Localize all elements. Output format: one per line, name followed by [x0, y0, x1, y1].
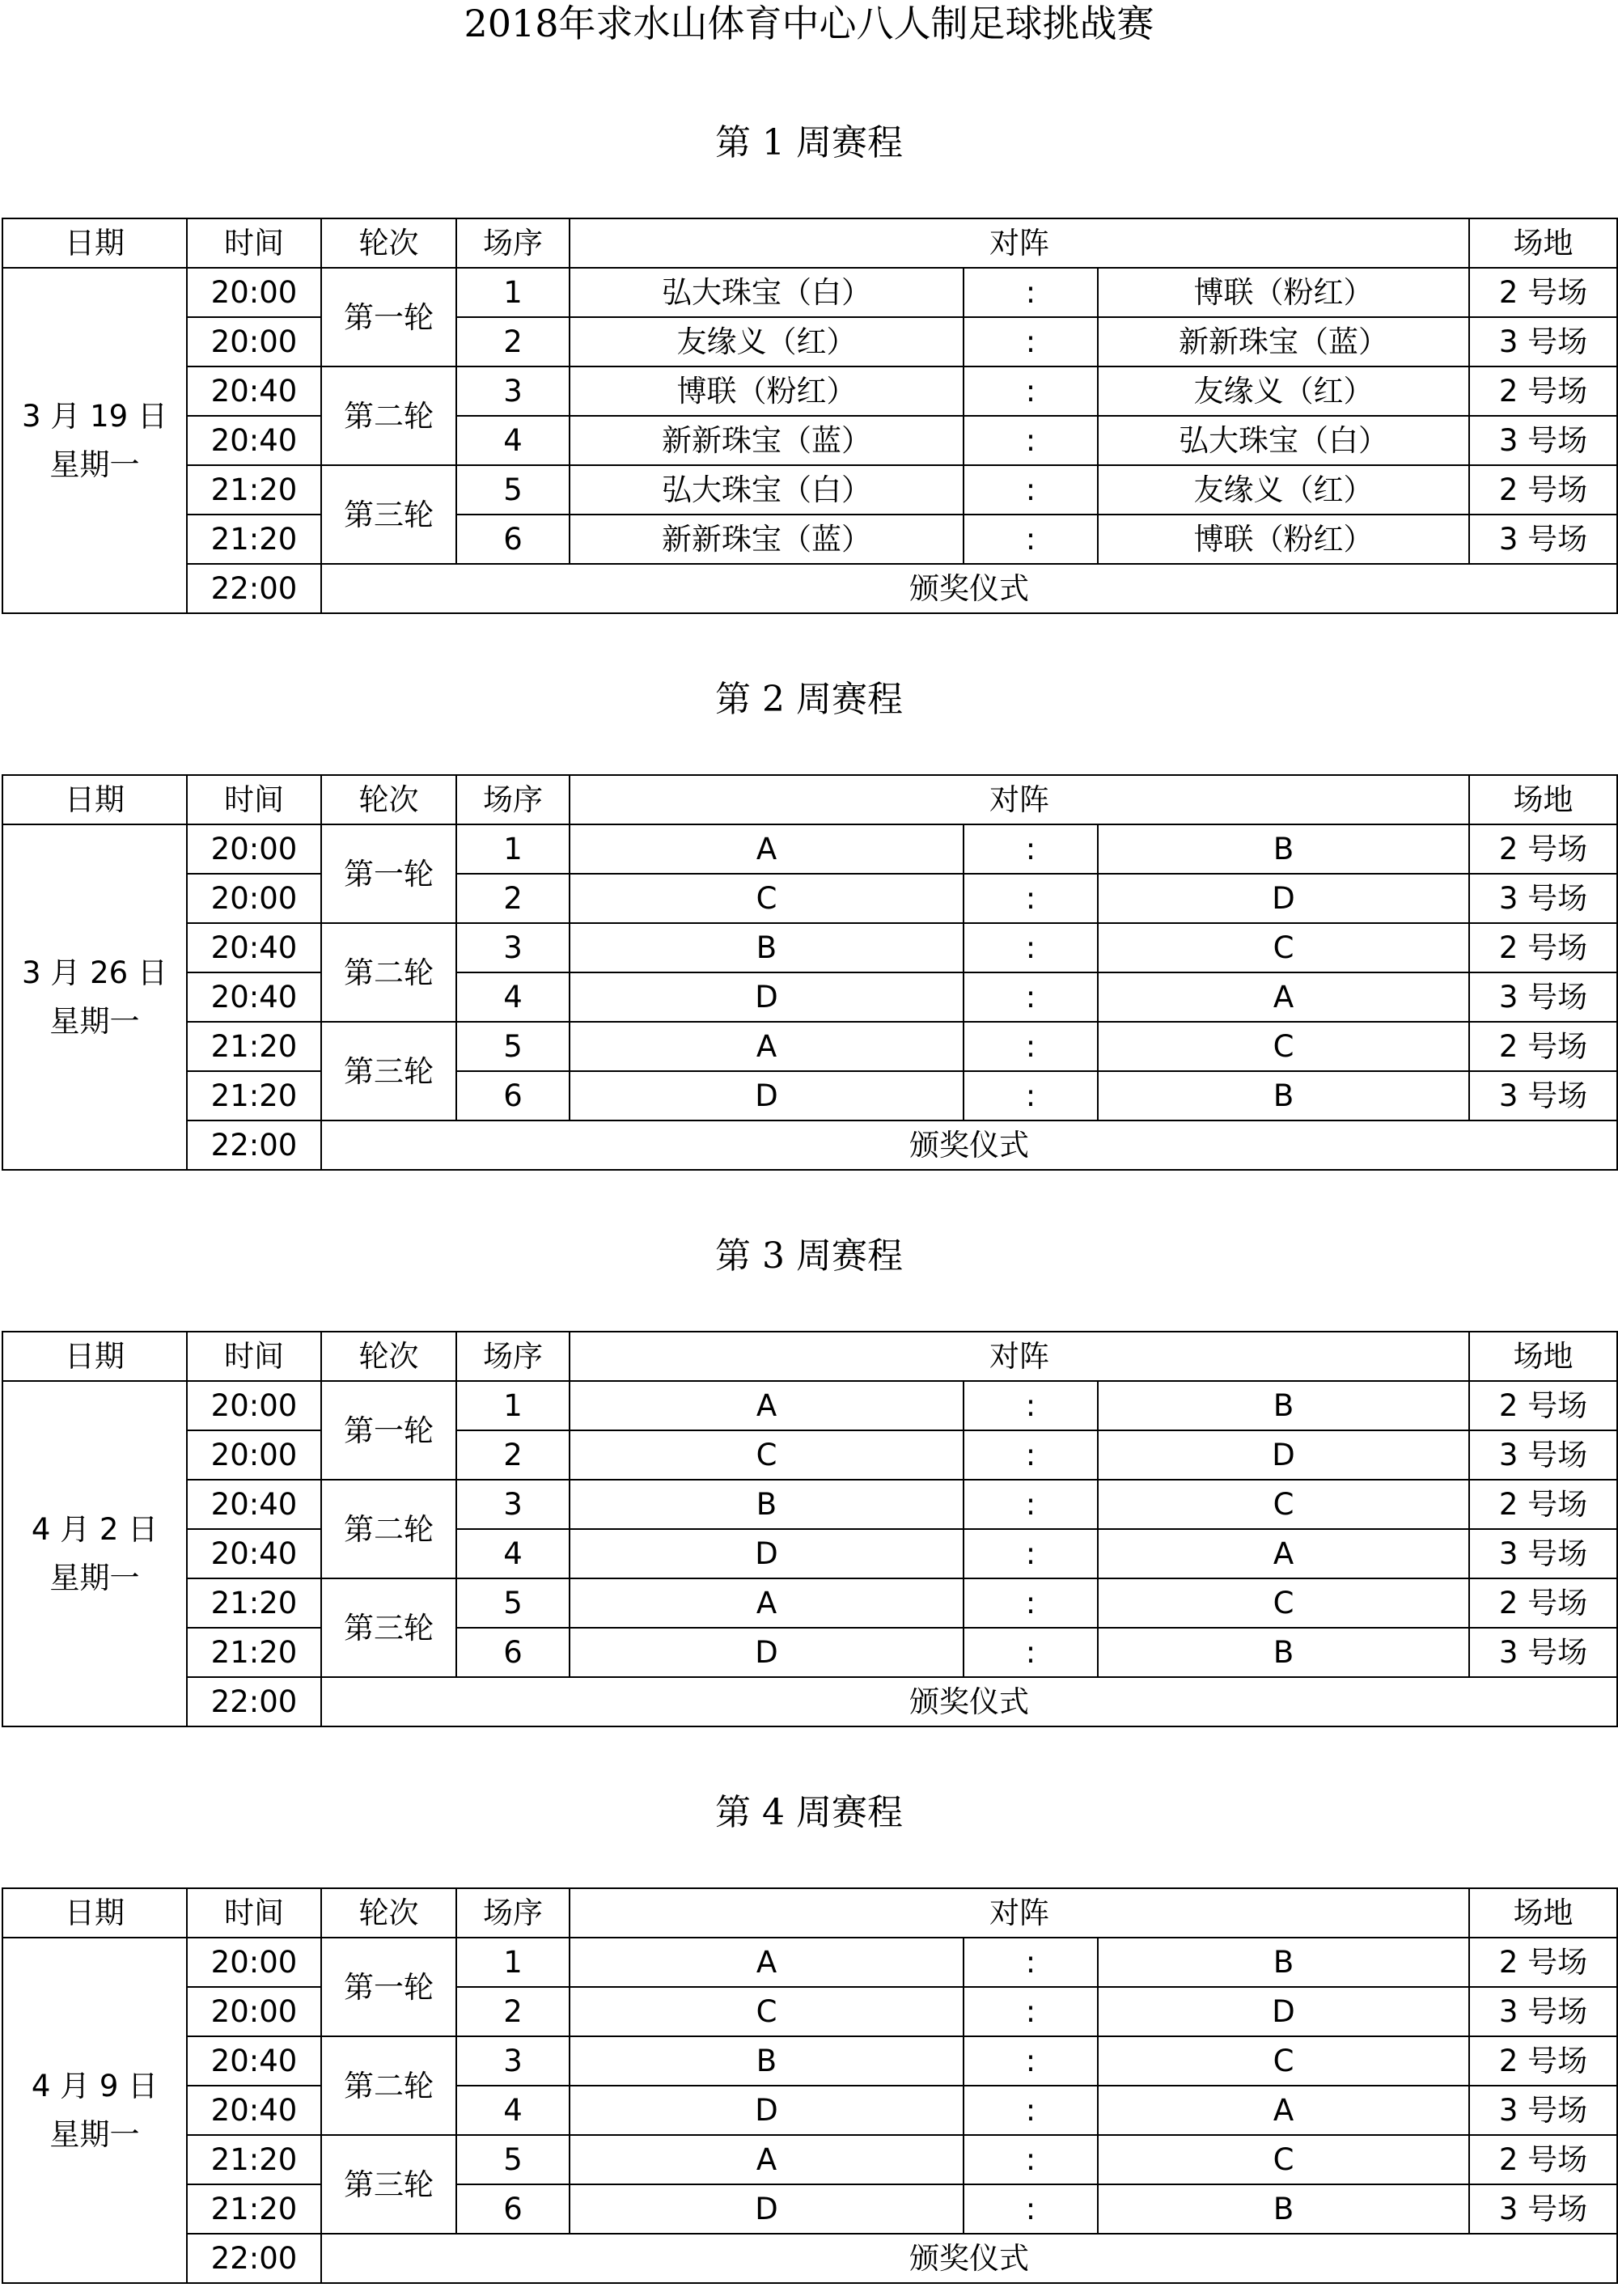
document-title: 2018年求水山体育中心八人制足球挑战赛	[464, 2, 1154, 45]
seq-cell: 2	[456, 1987, 570, 2036]
match-row	[2, 1987, 1617, 2036]
vs-separator: :	[964, 1578, 1098, 1628]
venue-cell: 3 号场	[1469, 1987, 1617, 2036]
round-cell: 第一轮	[321, 1381, 456, 1480]
header-time: 时间	[187, 1332, 321, 1381]
venue-cell: 3 号场	[1469, 1628, 1617, 1677]
venue-cell: 3 号场	[1469, 416, 1617, 465]
date-label: 3 月 26 日	[22, 955, 167, 990]
seq-cell: 6	[456, 1071, 570, 1120]
ceremony-label-cell: 颁奖仪式	[321, 2234, 1617, 2283]
round-cell: 第三轮	[321, 1022, 456, 1120]
header-venue: 场地	[1469, 1888, 1617, 1938]
date-cell	[2, 268, 187, 613]
seq-cell: 3	[456, 923, 570, 972]
venue-cell: 2 号场	[1469, 824, 1617, 874]
seq-cell: 4	[456, 1529, 570, 1578]
away-team-cell: A	[1098, 972, 1469, 1022]
home-team-cell: D	[570, 2086, 964, 2135]
time-cell: 21:20	[187, 515, 321, 564]
away-team-cell: D	[1098, 1987, 1469, 2036]
date-label: 4 月 9 日	[31, 2068, 159, 2103]
match-row	[2, 317, 1617, 366]
round-cell: 第二轮	[321, 1480, 456, 1578]
schedule-table	[2, 218, 1618, 614]
home-team-cell: 新新珠宝（蓝）	[570, 416, 964, 465]
time-cell: 21:20	[187, 1022, 321, 1071]
ceremony-row	[2, 2234, 1617, 2283]
venue-cell: 3 号场	[1469, 2184, 1617, 2234]
match-row	[2, 2086, 1617, 2135]
seq-cell: 4	[456, 972, 570, 1022]
seq-cell: 1	[456, 1938, 570, 1987]
match-row	[2, 874, 1617, 923]
seq-cell: 6	[456, 1628, 570, 1677]
match-row	[2, 416, 1617, 465]
header-round: 轮次	[321, 1888, 456, 1938]
home-team-cell: 弘大珠宝（白）	[570, 268, 964, 317]
header-seq: 场序	[456, 1332, 570, 1381]
venue-cell: 2 号场	[1469, 1381, 1617, 1430]
vs-separator: :	[964, 465, 1098, 515]
home-team-cell: C	[570, 1430, 964, 1480]
header-row	[2, 1332, 1617, 1381]
away-team-cell: 友缘义（红）	[1098, 366, 1469, 416]
header-row	[2, 218, 1617, 268]
away-team-cell: C	[1098, 1022, 1469, 1071]
ceremony-time-cell: 22:00	[187, 1120, 321, 1170]
away-team-cell: D	[1098, 874, 1469, 923]
header-matchup: 对阵	[570, 775, 1469, 824]
time-cell: 20:40	[187, 972, 321, 1022]
header-time: 时间	[187, 218, 321, 268]
weekday-label: 星期一	[49, 447, 140, 482]
header-matchup: 对阵	[570, 1332, 1469, 1381]
vs-separator: :	[964, 1071, 1098, 1120]
away-team-cell: A	[1098, 1529, 1469, 1578]
ceremony-time-cell: 22:00	[187, 564, 321, 613]
week-title: 第 4 周赛程	[715, 1792, 903, 1833]
away-team-cell: B	[1098, 1628, 1469, 1677]
round-cell: 第一轮	[321, 268, 456, 366]
header-round: 轮次	[321, 775, 456, 824]
header-date: 日期	[2, 1888, 187, 1938]
time-cell: 21:20	[187, 1578, 321, 1628]
away-team-cell: C	[1098, 2135, 1469, 2184]
match-row	[2, 1022, 1617, 1071]
home-team-cell: A	[570, 2135, 964, 2184]
seq-cell: 2	[456, 874, 570, 923]
time-cell: 20:40	[187, 1480, 321, 1529]
time-cell: 20:00	[187, 1430, 321, 1480]
away-team-cell: 博联（粉红）	[1098, 268, 1469, 317]
time-cell: 21:20	[187, 465, 321, 515]
match-row	[2, 465, 1617, 515]
time-cell: 20:00	[187, 1938, 321, 1987]
header-venue: 场地	[1469, 775, 1617, 824]
round-cell: 第二轮	[321, 923, 456, 1022]
home-team-cell: D	[570, 972, 964, 1022]
vs-separator: :	[964, 1381, 1098, 1430]
venue-cell: 2 号场	[1469, 366, 1617, 416]
week-title: 第 3 周赛程	[715, 1235, 903, 1277]
time-cell: 21:20	[187, 2184, 321, 2234]
time-cell: 20:00	[187, 874, 321, 923]
match-row	[2, 366, 1617, 416]
date-label: 3 月 19 日	[22, 398, 167, 434]
seq-cell: 6	[456, 2184, 570, 2234]
vs-separator: :	[964, 874, 1098, 923]
venue-cell: 2 号场	[1469, 2036, 1617, 2086]
away-team-cell: 新新珠宝（蓝）	[1098, 317, 1469, 366]
vs-separator: :	[964, 1987, 1098, 2036]
venue-cell: 2 号场	[1469, 1578, 1617, 1628]
time-cell: 20:40	[187, 366, 321, 416]
vs-separator: :	[964, 1628, 1098, 1677]
vs-separator: :	[964, 1529, 1098, 1578]
venue-cell: 2 号场	[1469, 465, 1617, 515]
vs-separator: :	[964, 1480, 1098, 1529]
header-venue: 场地	[1469, 218, 1617, 268]
ceremony-row	[2, 1120, 1617, 1170]
ceremony-row	[2, 564, 1617, 613]
vs-separator: :	[964, 2086, 1098, 2135]
time-cell: 20:40	[187, 1529, 321, 1578]
venue-cell: 3 号场	[1469, 972, 1617, 1022]
home-team-cell: 友缘义（红）	[570, 317, 964, 366]
venue-cell: 3 号场	[1469, 1071, 1617, 1120]
match-row	[2, 268, 1617, 317]
time-cell: 21:20	[187, 1071, 321, 1120]
round-cell: 第三轮	[321, 465, 456, 564]
seq-cell: 2	[456, 1430, 570, 1480]
round-cell: 第三轮	[321, 2135, 456, 2234]
header-matchup: 对阵	[570, 1888, 1469, 1938]
seq-cell: 2	[456, 317, 570, 366]
header-round: 轮次	[321, 1332, 456, 1381]
away-team-cell: 博联（粉红）	[1098, 515, 1469, 564]
home-team-cell: 博联（粉红）	[570, 366, 964, 416]
home-team-cell: D	[570, 2184, 964, 2234]
seq-cell: 3	[456, 366, 570, 416]
vs-separator: :	[964, 317, 1098, 366]
venue-cell: 3 号场	[1469, 515, 1617, 564]
match-row	[2, 824, 1617, 874]
match-row	[2, 2135, 1617, 2184]
time-cell: 21:20	[187, 1628, 321, 1677]
time-cell: 20:00	[187, 824, 321, 874]
header-round: 轮次	[321, 218, 456, 268]
ceremony-label-cell: 颁奖仪式	[321, 1120, 1617, 1170]
header-seq: 场序	[456, 1888, 570, 1938]
match-row	[2, 1938, 1617, 1987]
venue-cell: 2 号场	[1469, 268, 1617, 317]
away-team-cell: B	[1098, 1381, 1469, 1430]
venue-cell: 2 号场	[1469, 1480, 1617, 1529]
home-team-cell: A	[570, 824, 964, 874]
away-team-cell: C	[1098, 2036, 1469, 2086]
weekday-label: 星期一	[49, 2116, 140, 2152]
vs-separator: :	[964, 2135, 1098, 2184]
header-date: 日期	[2, 218, 187, 268]
header-row	[2, 775, 1617, 824]
match-row	[2, 972, 1617, 1022]
time-cell: 20:00	[187, 268, 321, 317]
vs-separator: :	[964, 416, 1098, 465]
header-seq: 场序	[456, 218, 570, 268]
home-team-cell: B	[570, 1480, 964, 1529]
match-row	[2, 1578, 1617, 1628]
round-cell: 第三轮	[321, 1578, 456, 1677]
away-team-cell: A	[1098, 2086, 1469, 2135]
vs-separator: :	[964, 515, 1098, 564]
vs-separator: :	[964, 268, 1098, 317]
home-team-cell: B	[570, 923, 964, 972]
time-cell: 20:40	[187, 2036, 321, 2086]
header-time: 时间	[187, 1888, 321, 1938]
away-team-cell: D	[1098, 1430, 1469, 1480]
home-team-cell: B	[570, 2036, 964, 2086]
away-team-cell: C	[1098, 1578, 1469, 1628]
ceremony-row	[2, 1677, 1617, 1726]
date-label: 4 月 2 日	[31, 1511, 159, 1547]
venue-cell: 2 号场	[1469, 1938, 1617, 1987]
vs-separator: :	[964, 1022, 1098, 1071]
weekday-label: 星期一	[49, 1003, 140, 1039]
round-cell: 第一轮	[321, 824, 456, 923]
venue-cell: 2 号场	[1469, 1022, 1617, 1071]
home-team-cell: C	[570, 1987, 964, 2036]
home-team-cell: 新新珠宝（蓝）	[570, 515, 964, 564]
vs-separator: :	[964, 366, 1098, 416]
week-title: 第 1 周赛程	[715, 122, 903, 163]
seq-cell: 1	[456, 824, 570, 874]
home-team-cell: D	[570, 1628, 964, 1677]
week-title: 第 2 周赛程	[715, 679, 903, 720]
match-row	[2, 1430, 1617, 1480]
ceremony-time-cell: 22:00	[187, 1677, 321, 1726]
seq-cell: 3	[456, 1480, 570, 1529]
home-team-cell: D	[570, 1529, 964, 1578]
date-cell	[2, 1938, 187, 2283]
ceremony-time-cell: 22:00	[187, 2234, 321, 2283]
venue-cell: 3 号场	[1469, 1430, 1617, 1480]
home-team-cell: A	[570, 1578, 964, 1628]
vs-separator: :	[964, 1938, 1098, 1987]
venue-cell: 3 号场	[1469, 874, 1617, 923]
seq-cell: 5	[456, 1022, 570, 1071]
time-cell: 21:20	[187, 2135, 321, 2184]
seq-cell: 5	[456, 465, 570, 515]
header-venue: 场地	[1469, 1332, 1617, 1381]
home-team-cell: A	[570, 1022, 964, 1071]
home-team-cell: C	[570, 874, 964, 923]
seq-cell: 5	[456, 2135, 570, 2184]
away-team-cell: B	[1098, 1938, 1469, 1987]
ceremony-label-cell: 颁奖仪式	[321, 1677, 1617, 1726]
home-team-cell: A	[570, 1381, 964, 1430]
seq-cell: 5	[456, 1578, 570, 1628]
vs-separator: :	[964, 1430, 1098, 1480]
venue-cell: 2 号场	[1469, 2135, 1617, 2184]
time-cell: 20:00	[187, 1381, 321, 1430]
time-cell: 20:00	[187, 317, 321, 366]
date-cell	[2, 824, 187, 1170]
seq-cell: 4	[456, 2086, 570, 2135]
home-team-cell: D	[570, 1071, 964, 1120]
weekday-label: 星期一	[49, 1560, 140, 1595]
schedule-table	[2, 1887, 1618, 2284]
match-row	[2, 515, 1617, 564]
time-cell: 20:40	[187, 923, 321, 972]
seq-cell: 1	[456, 268, 570, 317]
round-cell: 第二轮	[321, 366, 456, 465]
ceremony-label-cell: 颁奖仪式	[321, 564, 1617, 613]
header-time: 时间	[187, 775, 321, 824]
header-date: 日期	[2, 1332, 187, 1381]
match-row	[2, 2036, 1617, 2086]
away-team-cell: 弘大珠宝（白）	[1098, 416, 1469, 465]
venue-cell: 3 号场	[1469, 317, 1617, 366]
match-row	[2, 1071, 1617, 1120]
away-team-cell: B	[1098, 1071, 1469, 1120]
seq-cell: 3	[456, 2036, 570, 2086]
vs-separator: :	[964, 2184, 1098, 2234]
home-team-cell: A	[570, 1938, 964, 1987]
match-row	[2, 2184, 1617, 2234]
away-team-cell: 友缘义（红）	[1098, 465, 1469, 515]
time-cell: 20:40	[187, 416, 321, 465]
match-row	[2, 1529, 1617, 1578]
venue-cell: 3 号场	[1469, 2086, 1617, 2135]
header-date: 日期	[2, 775, 187, 824]
away-team-cell: C	[1098, 1480, 1469, 1529]
match-row	[2, 923, 1617, 972]
round-cell: 第一轮	[321, 1938, 456, 2036]
seq-cell: 1	[456, 1381, 570, 1430]
seq-cell: 4	[456, 416, 570, 465]
away-team-cell: B	[1098, 2184, 1469, 2234]
vs-separator: :	[964, 2036, 1098, 2086]
away-team-cell: B	[1098, 824, 1469, 874]
match-row	[2, 1628, 1617, 1677]
seq-cell: 6	[456, 515, 570, 564]
vs-separator: :	[964, 972, 1098, 1022]
schedule-table	[2, 774, 1618, 1171]
home-team-cell: 弘大珠宝（白）	[570, 465, 964, 515]
match-row	[2, 1480, 1617, 1529]
away-team-cell: C	[1098, 923, 1469, 972]
header-row	[2, 1888, 1617, 1938]
date-cell	[2, 1381, 187, 1726]
time-cell: 20:00	[187, 1987, 321, 2036]
time-cell: 20:40	[187, 2086, 321, 2135]
venue-cell: 3 号场	[1469, 1529, 1617, 1578]
round-cell: 第二轮	[321, 2036, 456, 2135]
vs-separator: :	[964, 824, 1098, 874]
schedule-table	[2, 1331, 1618, 1727]
venue-cell: 2 号场	[1469, 923, 1617, 972]
header-matchup: 对阵	[570, 218, 1469, 268]
header-seq: 场序	[456, 775, 570, 824]
match-row	[2, 1381, 1617, 1430]
vs-separator: :	[964, 923, 1098, 972]
